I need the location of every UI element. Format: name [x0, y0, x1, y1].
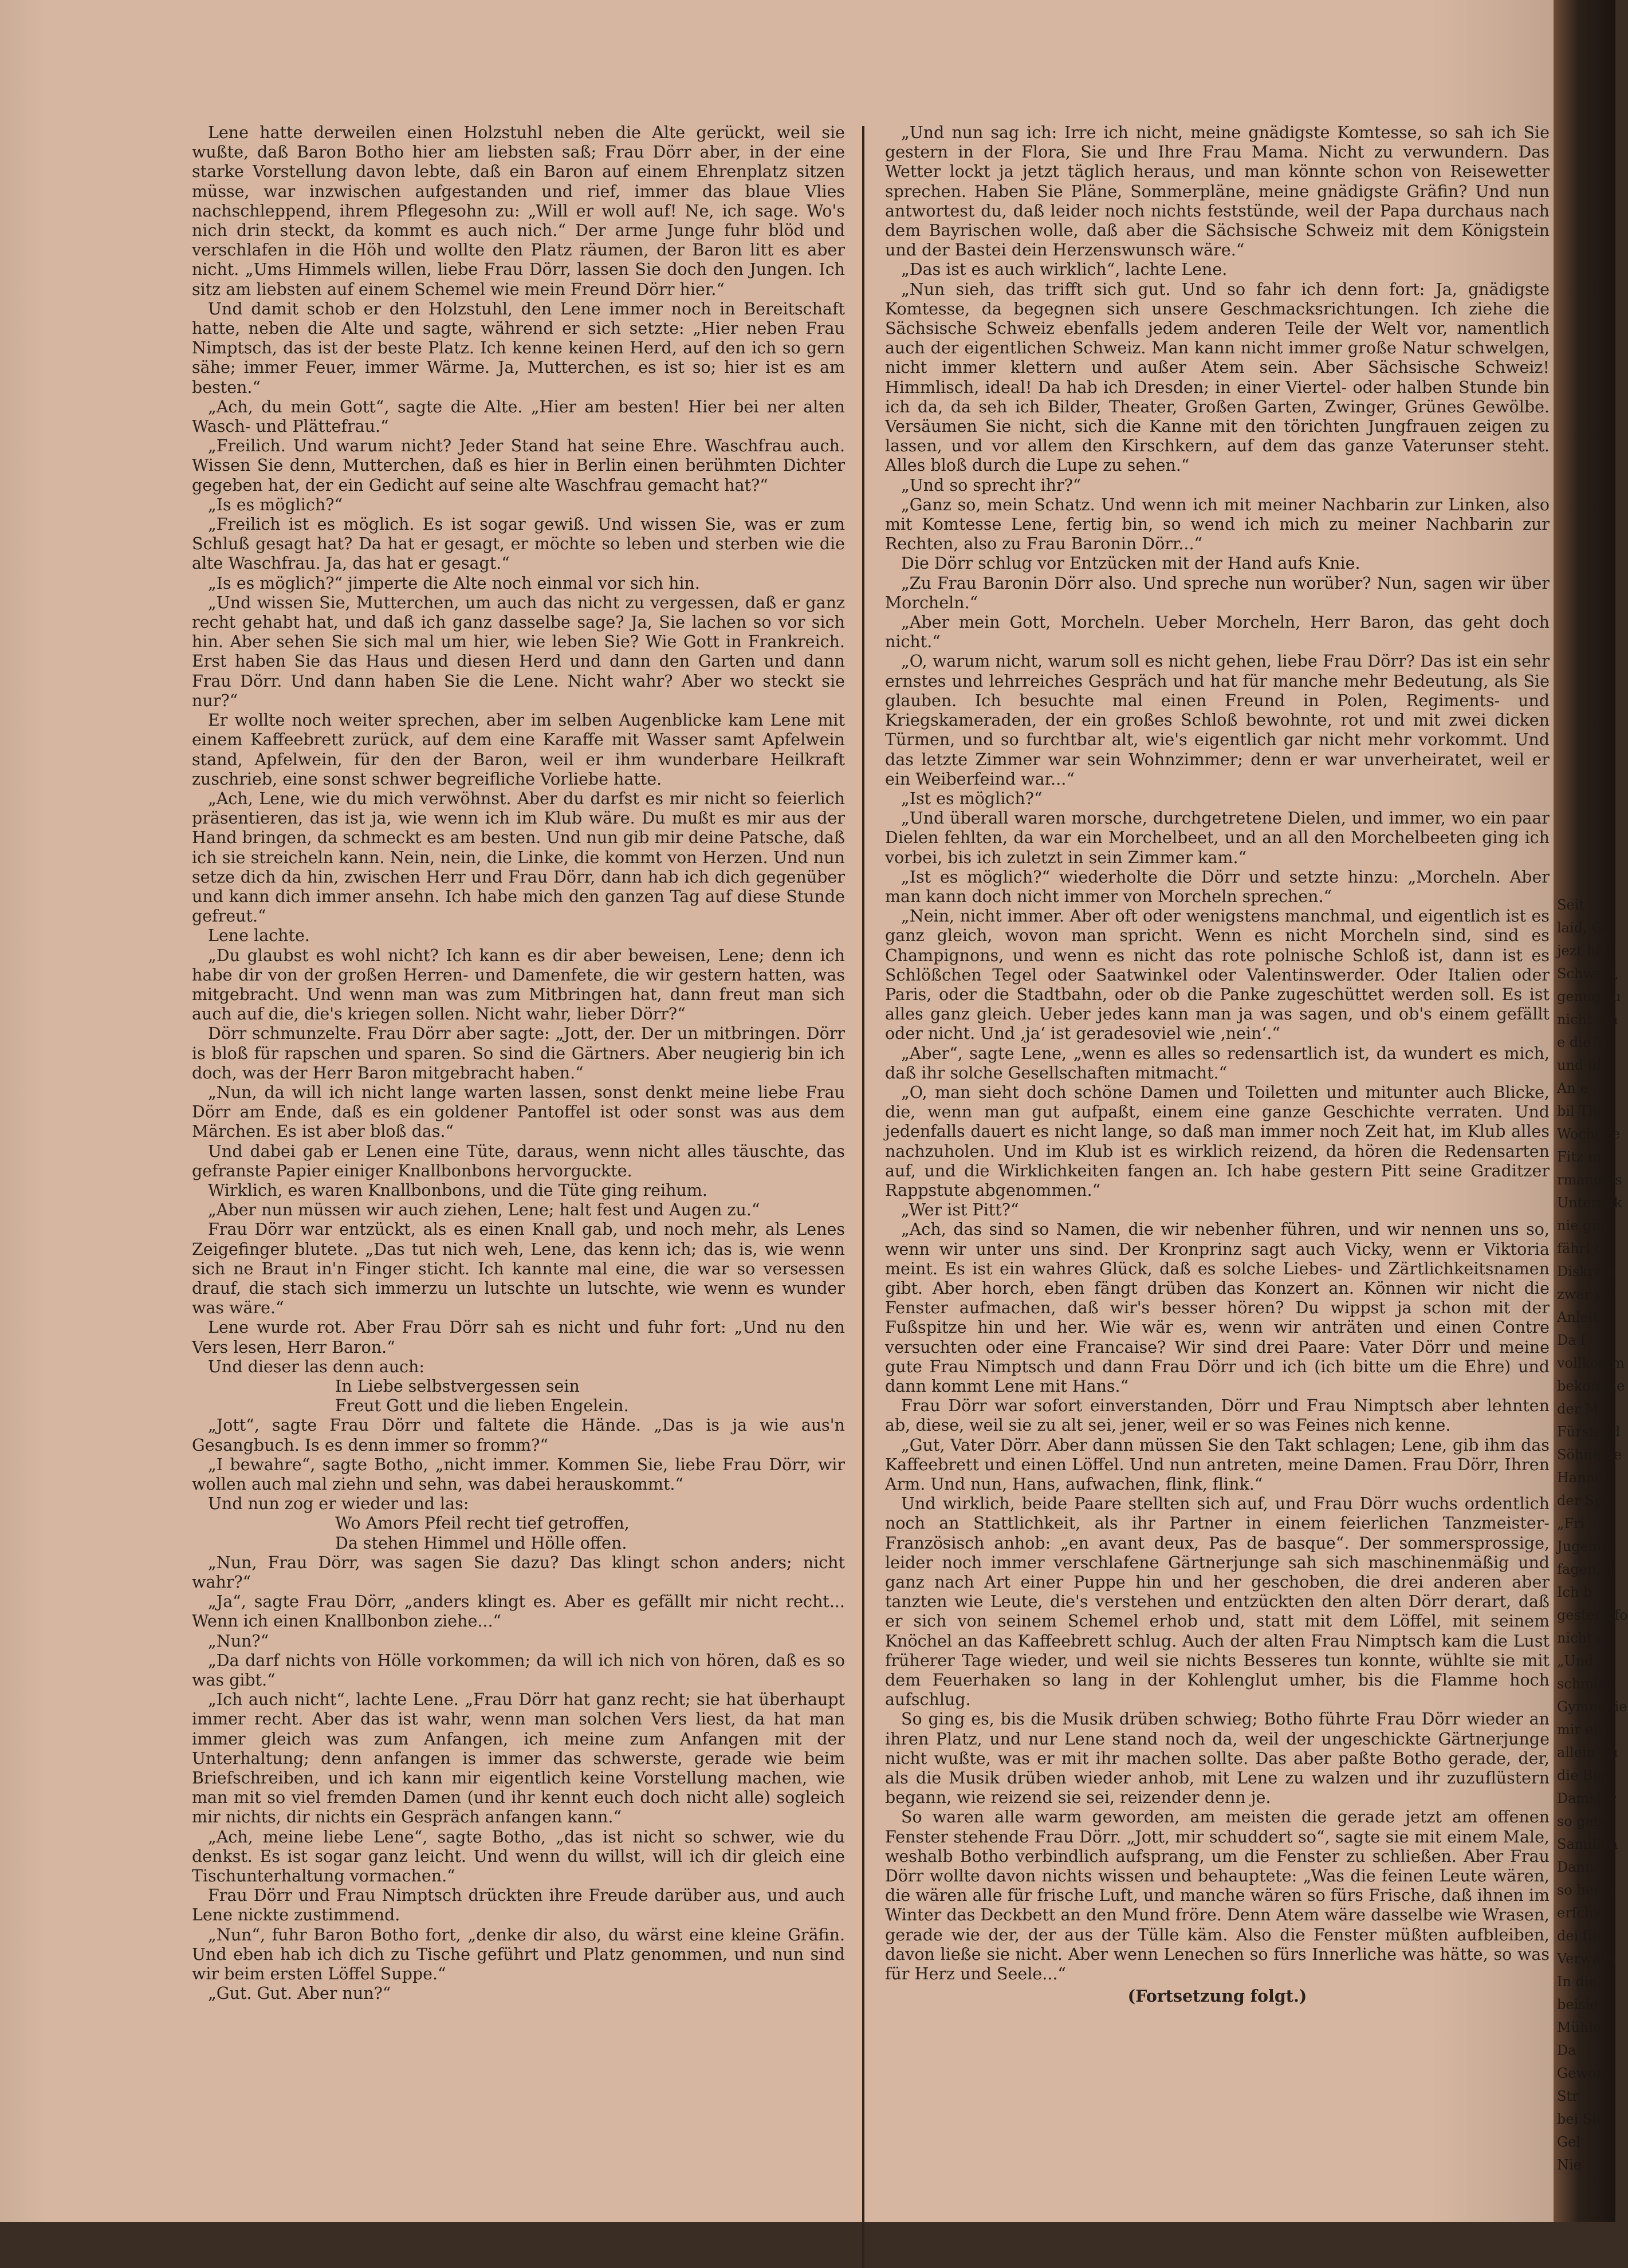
paragraph: Lene lachte.	[208, 926, 310, 946]
edge-fragment: „Und	[1557, 1653, 1594, 1669]
paragraph: „Nein, nicht immer. Aber oft oder wenigstens manchmal, und eigentlich ist es ganz gleich, wovon man spricht. Wenn es nicht Morcheln sind, sind es Champignons, und wenn es nicht das rote polnische Schloß ist, dann ist es Schlößchen Tegel oder Saatwinkel oder Valentinswerder. Oder Italien oder Paris, oder die Stadtbahn, oder ob die Panke zugeschüttet werden soll. Es ist alles ganz gleich. Ueber jedes kann man ja was sagen, und ob's einem gefällt oder nicht. Und ‚ja‘ ist geradesoviel wie ‚nein‘.“	[885, 907, 1550, 1044]
edge-fragment: Da f	[1557, 1332, 1586, 1348]
verse-line: Wo Amors Pfeil recht tief getroffen,	[335, 1514, 630, 1533]
edge-fragment: zwar no	[1557, 1286, 1613, 1302]
edge-fragment: so gang	[1557, 1813, 1611, 1829]
edge-fragment: Samilien	[1557, 1836, 1618, 1852]
edge-fragment: e die T	[1557, 1034, 1605, 1050]
edge-fragment: Hanna.	[1557, 1470, 1608, 1486]
paragraph: „Und nun sag ich: Irre ich nicht, meine gnädigste Komtesse, so sah ich Sie gestern in der Flora, Sie und Ihre Frau Mama. Nicht zu verwundern. Das Wetter lockt ja jetzt täglich heraus, und man könnte schon von Reisewetter sprechen. Haben Sie Pläne, Sommerpläne, meine gnädigste Gräfin? Und nun antwortest du, daß leider noch nichts feststünde, weil der Papa durchaus nach dem Bayrischen wolle, daß aber die Sächsische Schweiz mit dem Königstein und der Bastei dein Herzenswunsch wäre.“	[885, 123, 1550, 260]
edge-fragment: rmangels	[1557, 1172, 1622, 1188]
paragraph: „Nun“, fuhr Baron Botho fort, „denke dir also, du wärst eine kleine Gräfin. Und eben hab ich dich zu Tische geführt und Platz genommen, und nun sind wir beim ersten Löffel Suppe.“	[192, 1925, 845, 1984]
edge-fragment: mir ein,	[1557, 1722, 1611, 1738]
paragraph: Die Dörr schlug vor Entzücken mit der Hand aufs Knie.	[901, 554, 1360, 573]
paragraph: „Nun?“	[208, 1631, 269, 1651]
edge-fragment: vollkomm	[1557, 1355, 1625, 1371]
paragraph: Und wirklich, beide Paare stellten sich auf, und Frau Dörr wuchs ordentlich noch an Stattlichkeit, als ihr Partner in einem feierlichen Tanzmeister-Französisch anhob: „en avant deux, Pas de basque“. Der sommersprossige, leider noch immer verschlafene Gärtnerjunge sah sich maschinenmäßig und ganz nach Art einer Puppe hin und her geschoben, die drei anderen aber tanzten wie Leute, die's verstehen und entzückten den alten Dörr derart, daß er sich von seinem Schemel erhob und, statt mit dem Löffel, mit seinem Knöchel an das Kaffeebrett schlug. Auch der alten Frau Nimptsch kam die Lust früherer Tage wieder, und weil sie nichts Besseres tun konnte, wühlte sie mit dem Feuerhaken so lang in der Kohlenglut umher, bis die Flamme hoch aufschlug.	[885, 1494, 1550, 1710]
edge-fragment: allein Zu	[1557, 1745, 1618, 1761]
paragraph: „Gut. Gut. Aber nun?“	[208, 1984, 391, 2003]
paragraph: Lene wurde rot. Aber Frau Dörr sah es nicht und fuhr fort: „Und nu den Vers lesen, Herr Baron.“	[192, 1318, 845, 1357]
edge-fragment: Jugemie	[1557, 1538, 1614, 1554]
edge-fragment: Fitz mi	[1557, 1149, 1606, 1165]
edge-fragment: fährl bi	[1557, 1241, 1608, 1257]
paragraph: „Und überall waren morsche, durchgetretene Dielen, und immer, wo ein paar Dielen fehlten, da war ein Morchelbeet, und an all den Morchelbeeten ging ich vorbei, bis ich zuletzt in sein Zimmer kam.“	[885, 809, 1550, 867]
edge-fragment: Str	[1557, 2088, 1579, 2104]
paragraph: „Und wissen Sie, Mutterchen, um auch das nicht zu vergessen, daß er ganz recht gehabt hat, und daß ich ganz dasselbe sage? Ja, Sie lachen so vor sich hin. Aber sehen Sie sich mal um hier, wie leben Sie? Wie Gott in Frankreich. Erst haben Sie das Haus und diesen Herd und dann den Garten und dann Frau Dörr. Und dann haben Sie die Lene. Nicht wahr? Aber wo steckt sie nur?“	[192, 593, 845, 710]
edge-fragment: Fürste, d	[1557, 1424, 1621, 1440]
edge-fragment: die Berl	[1557, 1767, 1612, 1783]
right-column	[885, 123, 1550, 2006]
edge-fragment: Söhne be	[1557, 1447, 1622, 1463]
paragraph: „Ganz so, mein Schatz. Und wenn ich mit meiner Nachbarin zur Linken, also mit Komtesse Lene, fertig bin, so wend ich mich zu meiner Nachbarin zur Rechten, also zu Frau Baronin Dörr...“	[885, 495, 1550, 554]
paragraph: „Zu Frau Baronin Dörr also. Und spreche nun worüber? Nun, sagen wir über Morcheln.“	[885, 573, 1550, 612]
paragraph: „Jott“, sagte Frau Dörr und faltete die Hände. „Das is ja wie aus'n Gesangbuch. Is es denn immer so fromm?“	[192, 1416, 845, 1455]
edge-fragment: der Mas	[1557, 1401, 1614, 1417]
edge-fragment: bil Tho	[1557, 1103, 1606, 1119]
paragraph: „Ich auch nicht“, lachte Lene. „Frau Dörr hat ganz recht; sie hat überhaupt immer recht. Aber das ist wahr, wenn man solchen Vers liest, da hat man immer gleich was zum Anfangen, ich meine zum Anfangen mit der Unterhaltung; denn anfangen is immer das schwerste, gerade wie beim Briefschreiben, und ich kann mir eigentlich keine Vorstellung machen, wie man mit so viel fremden Damen (und ihr kennt euch doch nicht alle) sogleich mir nichts, dir nichts ein Gespräch anfangen kann.“	[192, 1690, 845, 1827]
edge-fragment: Gel	[1557, 2134, 1581, 2150]
edge-fragment: laid, Go	[1557, 920, 1611, 936]
edge-fragment: Unterzuk	[1557, 1195, 1622, 1211]
edge-fragment: beisie	[1557, 1997, 1598, 2013]
paragraph: Und dieser las denn auch:	[208, 1357, 425, 1376]
paragraph: „Gut, Vater Dörr. Aber dann müssen Sie den Takt schlagen; Lene, gib ihm das Kaffeebrett und einen Löffel. Und nun antreten, meine Damen. Frau Dörr, Ihren Arm. Und nun, Hans, aufwachen, flink, flink.“	[885, 1435, 1550, 1494]
left-column	[192, 123, 845, 2004]
paragraph: „Aber nun müssen wir auch ziehen, Lene; halt fest und Augen zu.“	[208, 1200, 760, 1220]
paragraph: „Du glaubst es wohl nicht? Ich kann es dir aber beweisen, Lene; denn ich habe dir von der großen Herren- und Damenfete, die wir gestern hatten, was mitgebracht. Und wenn man was zum Mitbringen hat, dann freut man sich auch auf die, die's kriegen sollen. Nicht wahr, lieber Dörr?“	[192, 946, 845, 1024]
paragraph: Wirklich, es waren Knallbonbons, und die Tüte ging reihum.	[208, 1180, 707, 1200]
edge-fragment: „Fri	[1557, 1515, 1585, 1531]
next-page-edge	[1557, 893, 1628, 2173]
paragraph: „Das ist es auch wirklich“, lachte Lene.	[901, 260, 1228, 279]
paragraph: „Ach, du mein Gott“, sagte die Alte. „Hier am besten! Hier bei ner alten Wasch- und Plättefrau.“	[192, 397, 845, 436]
verse-line: Da stehen Himmel und Hölle offen.	[335, 1533, 627, 1553]
paragraph: „Aber mein Gott, Morcheln. Ueber Morcheln, Herr Baron, das geht doch nicht.“	[885, 613, 1550, 652]
paragraph: „Is es möglich?“ jimperte die Alte noch einmal vor sich hin.	[208, 573, 700, 593]
edge-fragment: Ich b	[1557, 1584, 1592, 1600]
edge-fragment: schmüti	[1557, 1676, 1613, 1692]
paragraph: „Ist es möglich?“	[901, 789, 1043, 808]
paragraph: „O, warum nicht, warum soll es nicht gehen, liebe Frau Dörr? Das ist ein sehr ernstes und lehrreiches Gespräch und hat für manche mehr Bedeutung, als Sie glauben. Ich besuchte mal einen Freund in Polen, Regiments- und Kriegskameraden, der ein großes Schloß bewohnte, rot und mit zwei dicken Türmen, und so furchtbar alt, wie's eigentlich gar nicht mehr vorkommt. Und das letzte Zimmer war sein Wohnzimmer; denn er war unverheiratet, weil er ein Weiberfeind war...“	[885, 652, 1550, 789]
continuation-note: (Fortsetzung folgt.)	[1127, 1986, 1307, 2006]
edge-fragment: Gewoar	[1557, 2065, 1611, 2081]
edge-fragment: Gymnenie	[1557, 1699, 1627, 1715]
edge-fragment: und übe	[1557, 1057, 1614, 1073]
paragraph: „I bewahre“, sagte Botho, „nicht immer. Kommen Sie, liebe Frau Dörr, wir wollen auch mal ziehn und sehn, was dabei herauskommt.“	[192, 1455, 845, 1494]
paragraph: „Ist es möglich?“ wiederholte die Dörr und setzte hinzu: „Morcheln. Aber man kann doch nicht immer von Morcheln sprechen.“	[885, 867, 1550, 906]
column-divider	[862, 126, 864, 2268]
paragraph: „Nun sieh, das trifft sich gut. Und so fahr ich denn fort: Ja, gnädigste Komtesse, da begegnen sich unsere Geschmacksrichtungen. Ich ziehe die Sächsische Schweiz ebenfalls jedem anderen Teile der Welt vor, namentlich auch der eigentlichen Schweiz. Man kann nicht immer große Natur schwelgen, nicht immer klettern und außer Atem sein. Aber Sächsische Schweiz! Himmlisch, ideal! Da hab ich Dresden; in einer Viertel- oder halben Stunde bin ich da, da seh ich Bilder, Theater, Großen Garten, Zwinger, Grünes Gewölbe. Versäumen Sie nicht, sich die Kanne mit den törichten Jungfrauen zeigen zu lassen, und vor allem den Kirschkern, auf dem das ganze Vaterunser steht. Alles bloß durch die Lupe zu sehen.“	[885, 279, 1550, 475]
paragraph: Und dabei gab er Lenen eine Tüte, daraus, wenn nicht alles täuschte, das gefranste Papier einiger Knallbonbons hervorguckte.	[192, 1141, 845, 1180]
paragraph: „Und so sprecht ihr?“	[901, 475, 1082, 495]
paragraph: „Aber“, sagte Lene, „wenn es alles so redensartlich ist, da wundert es mich, daß ihr solche Gesellschaften mitmacht.“	[885, 1044, 1550, 1082]
paragraph: So waren alle warm geworden, am meisten die gerade jetzt am offenen Fenster stehende Frau Dörr. „Jott, mir schuddert so“, sagte sie mit einem Male, weshalb Botho verbindlich aufsprang, um die Fenster zu schließen. Aber Frau Dörr wollte davon nichts wissen und behauptete: „Was die feinen Leute wären, die wären alle für frische Luft, und manche wären so fürs Frische, daß ihnen im Winter das Deckbett an den Mund fröre. Denn Atem wäre dasselbe wie Wrasen, gerade wie der, der aus der Tülle käm. Also die Fenster müßten aufbleiben, davon ließe sie nicht. Aber wenn Lenechen so fürs Innerliche was hätte, so was für Herz und Seele...“	[885, 1808, 1550, 1984]
edge-fragment: gestern fo	[1557, 1607, 1628, 1623]
paragraph: „O, man sieht doch schöne Damen und Toiletten und mitunter auch Blicke, die, wenn man gut aufpaßt, einem eine ganze Geschichte verraten. Und jedenfalls dauert es nicht lange, so daß man immer noch Zeit hat, im Klub alles nachzuholen. Und im Klub ist es wirklich reizend, da hören die Redensarten auf, und die Wirklichkeiten fangen an. Ich habe gestern Pitt seine Graditzer Rappstute abgenommen.“	[885, 1082, 1550, 1200]
edge-fragment: Schweiz,	[1557, 966, 1619, 982]
edge-fragment: Wochene	[1557, 1126, 1621, 1142]
paragraph: Frau Dörr und Frau Nimptsch drückten ihre Freude darüber aus, und auch Lene nickte zustimmend.	[192, 1886, 845, 1925]
edge-fragment: Nie	[1557, 2157, 1582, 2173]
edge-fragment: Dann	[1557, 1859, 1594, 1875]
edge-fragment: so herfü	[1557, 1882, 1614, 1898]
paragraph: Dörr schmunzelte. Frau Dörr aber sagte: „Jott, der. Der un mitbringen. Dörr is bloß für rapschen und sparen. So sind die Gärtners. Aber neugierig bin ich doch, was der Herr Baron mitgebracht haben.“	[192, 1024, 845, 1082]
paragraph: „Freilich ist es möglich. Es ist sogar gewiß. Und wissen Sie, was er zum Schluß gesagt hat? Da hat er gesagt, er möchte so leben und sterben wie die alte Waschfrau. Ja, das hat er gesagt.“	[192, 515, 845, 573]
edge-fragment: der Spr	[1557, 1493, 1610, 1509]
paragraph: „Freilich. Und warum nicht? Jeder Stand hat seine Ehre. Waschfrau auch. Wissen Sie denn, Mutterchen, daß es hier in Berlin einen berühmten Dichter gegeben hat, der ein Gedicht auf seine alte Waschfrau gemacht hat?“	[192, 436, 845, 495]
edge-fragment: Da	[1557, 2042, 1576, 2058]
paragraph: Und nun zog er wieder und las:	[208, 1494, 469, 1514]
edge-fragment: bei Sie	[1557, 2111, 1605, 2127]
paragraph: Und damit schob er den Holzstuhl, den Lene immer noch in Bereitschaft hatte, neben die Alte und sagte, während er sich setzte: „Hier neben Frau Nimptsch, das ist der beste Platz. Ich kenne keinen Herd, auf den ich so gern sähe; immer Feuer, immer Wärme. Ja, Mutterchen, es ist so; hier ist es am besten.“	[192, 299, 845, 397]
edge-fragment: jezt häu	[1557, 943, 1613, 959]
edge-fragment: nicht re	[1557, 1630, 1611, 1646]
paragraph: „Ach, Lene, wie du mich verwöhnst. Aber du darfst es mir nicht so feierlich präsentieren, das ist ja, wie wenn ich im Klub wäre. Du mußt es mir aus der Hand bringen, da schmeckt es am besten. Und nun gib mir deine Patsche, daß ich sie streicheln kann. Nein, nein, die Linke, die kommt von Herzen. Und nun setze dich da hin, zwischen Herr und Frau Dörr, dann hab ich dich gegenüber und kann dich immer ansehn. Ich habe mich den ganzen Tag auf diese Stunde gefreut.“	[192, 789, 845, 926]
paragraph: „Is es möglich?“	[208, 495, 343, 514]
edge-fragment: fagen, d	[1557, 1561, 1614, 1577]
verse-line: In Liebe selbstvergessen sein	[335, 1377, 580, 1396]
edge-fragment: In die	[1557, 1974, 1597, 1990]
paragraph: „Wer ist Pitt?“	[901, 1200, 1019, 1220]
paragraph: „Ja“, sagte Frau Dörr, „anders klingt es. Aber es gefällt mir nicht recht... Wenn ich einen Knallbonbon ziehe...“	[192, 1592, 845, 1631]
paragraph: „Ach, das sind so Namen, die wir nebenher führen, und wir nennen uns so, wenn wir unter uns sind. Der Kronprinz sagt auch Vicky, wenn er Viktoria meint. Es ist ein wahres Glück, daß es solche Liebes- und Zärtlichkeitsnamen gibt. Aber horch, eben fängt drüben das Konzert an. Können wir nicht die Fenster aufmachen, daß wir's besser hören? Du wippst ja schon mit der Fußspitze hin und her. Wie wär es, wenn wir anträten und einen Contre versuchten oder eine Francaise? Wir sind drei Paare: Vater Dörr und meine gute Frau Nimptsch und dann Frau Dörr und ich (ich bitte um die Ehre) und dann kommt Lene mit Hans.“	[885, 1220, 1550, 1396]
paragraph: Frau Dörr war sofort einverstanden, Dörr und Frau Nimptsch aber lehnten ab, diese, weil sie zu alt sei, jener, weil er so was Feines nich kenne.	[885, 1396, 1550, 1435]
edge-fragment: erſchw	[1557, 1905, 1605, 1921]
paragraph: „Nun, Frau Dörr, was sagen Sie dazu? Das klingt schon anders; nicht wahr?“	[192, 1553, 845, 1592]
paragraph: Lene hatte derweilen einen Holzstuhl neben die Alte gerückt, weil sie wußte, daß Baron Botho hier am liebsten saß; Frau Dörr aber, in der eine starke Vorstellung davon lebte, daß ein Baron auf einem Ehrenplatz sitzen müsse, war inzwischen aufgestanden und rief, immer das blaue Vlies nachschleppend, ihrem Pflegesohn zu: „Will er woll auf! Ne, ich sage. Wo's nich drin steckt, da kommt es auch nich.“ Der arme Junge fuhr blöd und verschlafen in die Höh und wollte den Platz räumen, der Baron litt es aber nicht. „Ums Himmels willen, liebe Frau Dörr, lassen Sie doch den Jungen. Ich sitz am liebsten auf einem Schemel wie mein Freund Dörr hier.“	[192, 123, 845, 299]
paragraph: Er wollte noch weiter sprechen, aber im selben Augenblicke kam Lene mit einem Kaffeebrett zurück, auf dem eine Karaffe mit Wasser samt Apfelwein stand, Apfelwein, für den der Baron, weil er ihm wunderbare Heilkraft zuschrieb, eine sonst schwer begreifliche Vorliebe hatte.	[192, 711, 845, 789]
edge-fragment: Verwans	[1557, 1951, 1617, 1967]
paragraph: So ging es, bis die Musik drüben schwieg; Botho führte Frau Dörr wieder an ihren Platz, und nur Lene stand noch da, weil der ungeschickte Gärtnerjunge nicht wußte, was er mit ihr machen sollte. Das aber paßte Botho gerade, der, als die Musik drüben wieder anhob, mit Lene zu walzen und ihr zuzuflüstern begann, wie reizend sie sei, reizender denn je.	[885, 1710, 1550, 1808]
paragraph: Frau Dörr war entzückt, als es einen Knall gab, und noch mehr, als Lenes Zeigefinger blutete. „Das tut nich weh, Lene, das kenn ich; das is, wie wenn sich ne Braut in'n Finger sticht. Ich kannte mal eine, die war so versessen drauf, die stach sich immerzu un lutschte un lutschte, wie wenn es wunder was wäre.“	[192, 1220, 845, 1318]
edge-fragment: genug zu	[1557, 989, 1621, 1005]
edge-fragment: Anleit d	[1557, 1309, 1611, 1325]
edge-fragment: dei ſie	[1557, 1928, 1601, 1944]
edge-fragment: nicht ein	[1557, 1011, 1618, 1027]
paragraph: „Nun, da will ich nicht lange warten lassen, sonst denkt meine liebe Frau Dörr am Ende, daß es ein goldener Pantoffel ist oder sonst was aus dem Märchen. Es ist aber bloß das.“	[192, 1082, 845, 1141]
edge-fragment: Damsfer	[1557, 1790, 1617, 1806]
edge-fragment: Seit	[1557, 897, 1584, 913]
edge-fragment: An e	[1557, 1080, 1588, 1096]
edge-fragment: Mühle	[1557, 2019, 1602, 2035]
edge-fragment: nie gin	[1557, 1218, 1605, 1234]
edge-fragment: Diskrete	[1557, 1263, 1617, 1279]
verse-line: Freut Gott und die lieben Engelein.	[335, 1396, 629, 1416]
paragraph: „Ach, meine liebe Lene“, sagte Botho, „das ist nicht so schwer, wie du denkst. Es ist sogar ganz leicht. Und wenn du willst, will ich dir gleich eine Tischunterhaltung vormachen.“	[192, 1827, 845, 1886]
edge-fragment: bekomme	[1557, 1378, 1625, 1394]
paragraph: „Da darf nichts von Hölle vorkommen; da will ich nich von hören, daß es so was gibt.“	[192, 1651, 845, 1690]
